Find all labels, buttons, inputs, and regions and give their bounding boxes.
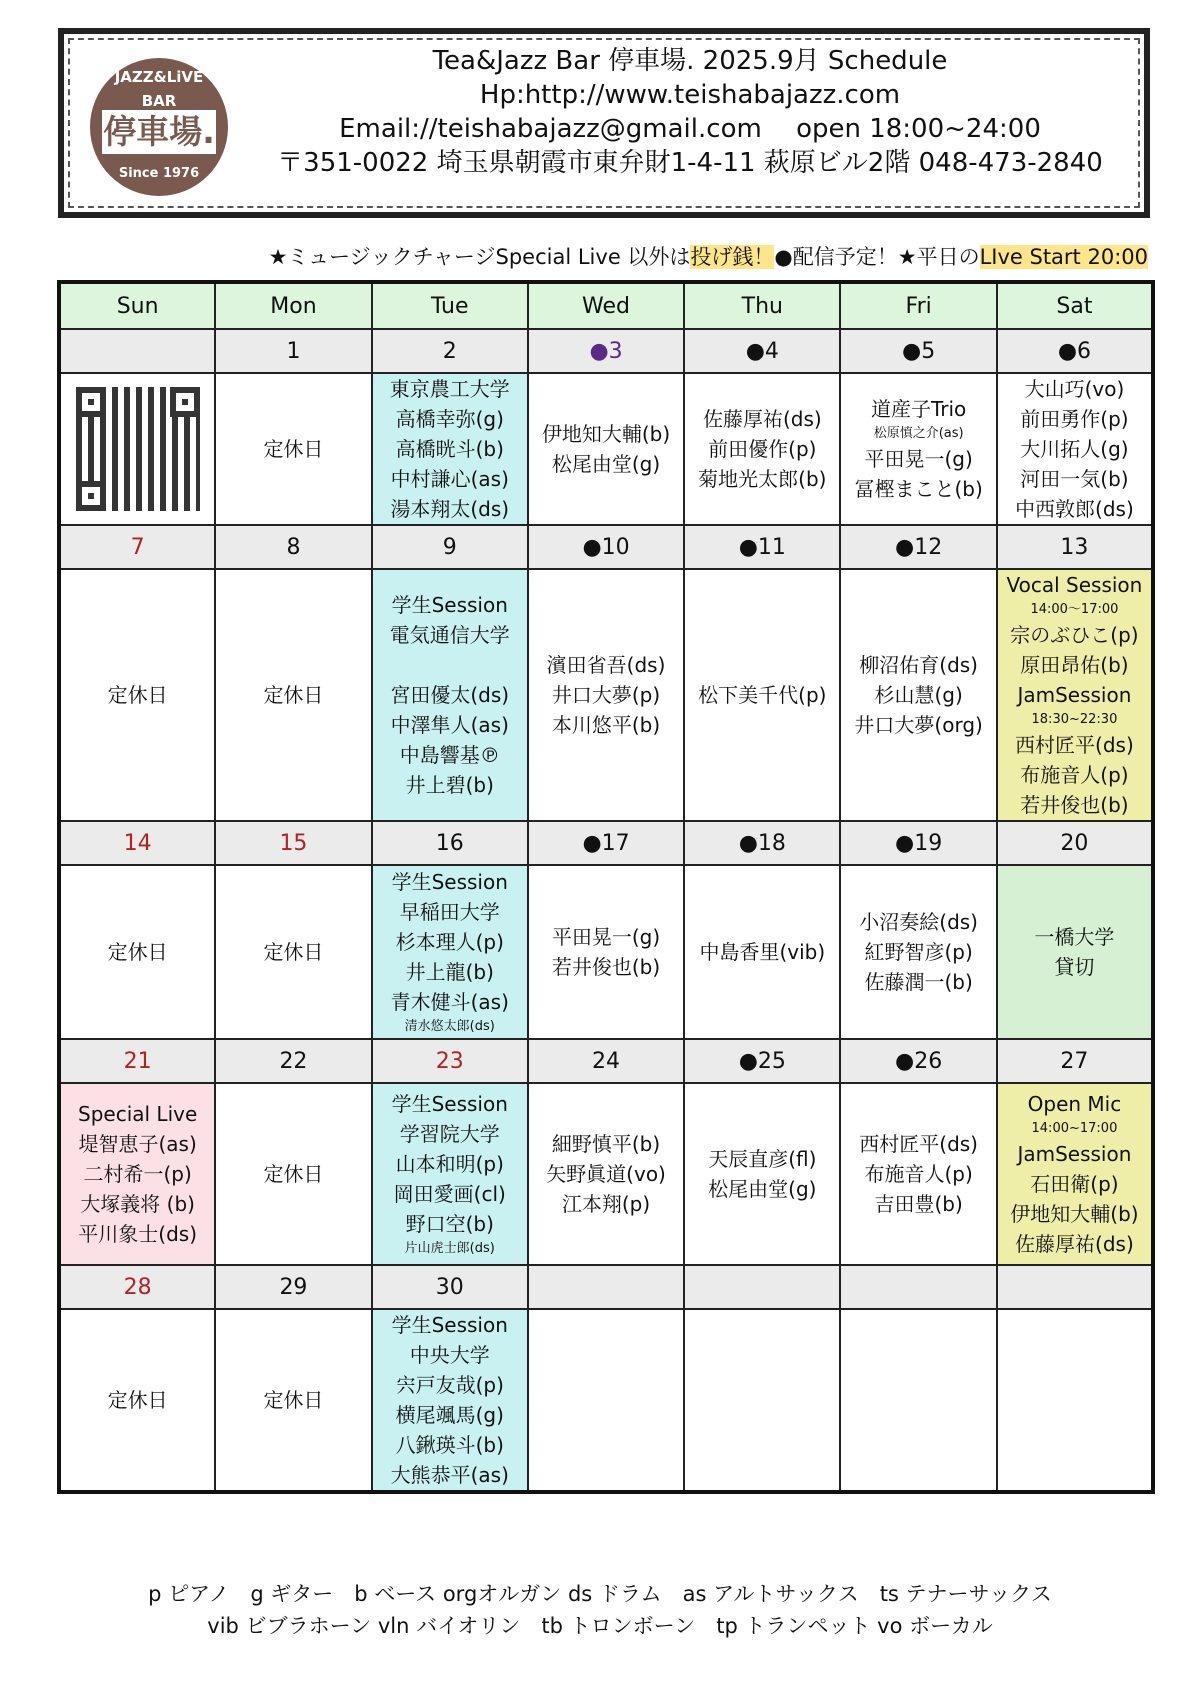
- event-line: 高橋幸弥(g): [395, 407, 504, 431]
- event-cell: [840, 1083, 996, 1265]
- event-cell: [372, 1309, 528, 1492]
- legend-line-2: vib ビブラホーン vln バイオリン tb トロンボーン tp トランペット vo ボーカル: [207, 1614, 993, 1638]
- event-cell: [528, 373, 684, 525]
- event-line: 学生Session: [391, 593, 508, 617]
- event-line: Vocal Session: [1006, 573, 1143, 597]
- event-cell: [997, 1083, 1153, 1265]
- event-line: 学習院大学: [399, 1122, 500, 1146]
- date-number: [997, 1265, 1153, 1309]
- event-line: 細野慎平(b): [551, 1132, 661, 1156]
- event-cell: [840, 865, 996, 1039]
- event-line: 定休日: [107, 683, 168, 707]
- date-number: [59, 329, 215, 373]
- event-line: 岡田愛画(cl): [393, 1182, 506, 1206]
- event-line: 杉山慧(g): [874, 683, 963, 707]
- notice-text-2: ●配信予定！★平日の: [774, 245, 980, 269]
- day-header-4: Thu: [684, 282, 840, 329]
- event-cell: [997, 373, 1153, 525]
- event-cell: [840, 569, 996, 821]
- event-line: 山本和明(p): [395, 1152, 504, 1176]
- event-line: 本川悠平(b): [551, 713, 661, 737]
- event-line: 天辰直彦(fl): [708, 1147, 817, 1171]
- date-number: ●26: [840, 1039, 996, 1083]
- header-title: Tea&Jazz Bar 停車場. 2025.9月 Schedule: [432, 46, 948, 76]
- logo-since: Since 1976: [118, 166, 200, 181]
- event-line: 伊地知大輔(b): [1010, 1202, 1139, 1226]
- event-line: JamSession: [1017, 1142, 1132, 1166]
- date-number: ●25: [684, 1039, 840, 1083]
- event-line: 一橋大学: [1034, 925, 1115, 949]
- date-number: ●17: [528, 821, 684, 865]
- header-box: [58, 28, 1150, 218]
- event-line: 電気通信大学: [389, 623, 510, 647]
- notice-text-1: ★ミュージックチャージSpecial Live 以外は: [268, 245, 691, 269]
- event-line: 小沼奏絵(ds): [859, 910, 978, 934]
- event-line: 平川象士(ds): [78, 1222, 198, 1246]
- event-line: 平田晃一(g): [551, 925, 661, 949]
- event-line: 西村匠平(ds): [1015, 733, 1134, 757]
- header-email-hours[interactable]: Email://teishabajazz@gmail.com open 18:00~24:00: [339, 114, 1041, 144]
- event-line: 松尾由堂(g): [708, 1177, 817, 1201]
- event-line: 早稲田大学: [399, 900, 500, 924]
- event-line: 道産子Trio: [870, 397, 967, 421]
- event-line: 若井俊也(b): [1020, 793, 1129, 817]
- event-cell: [215, 1083, 371, 1265]
- event-line: 中澤隼人(as): [390, 713, 509, 737]
- event-line: 冨樫まこと(b): [854, 477, 983, 501]
- qr-code-icon[interactable]: [76, 387, 200, 511]
- date-number: ●12: [840, 525, 996, 569]
- event-line: 原田昂佑(b): [1020, 653, 1129, 677]
- date-number: ●18: [684, 821, 840, 865]
- event-line: 定休日: [263, 1388, 324, 1412]
- notice-line: [269, 242, 1148, 272]
- event-cell: [215, 1309, 371, 1492]
- event-line: 横尾颯馬(g): [395, 1403, 504, 1427]
- event-line: 井口大夢(org): [854, 713, 983, 737]
- event-line: 14:00～17:00: [1030, 602, 1119, 617]
- event-line: 青木健斗(as): [390, 990, 509, 1014]
- day-header-5: Fri: [840, 282, 996, 329]
- event-line: 平田晃一(g): [864, 447, 973, 471]
- day-header-1: Mon: [215, 282, 371, 329]
- event-line: 定休日: [263, 1162, 324, 1186]
- event-line: 松原慎之介(as): [873, 426, 964, 441]
- event-cell: [372, 373, 528, 525]
- date-number: [684, 1265, 840, 1309]
- event-line: 中島響基℗: [399, 743, 500, 767]
- event-line: 清水悠太郎(ds): [404, 1019, 495, 1034]
- event-cell: [997, 865, 1153, 1039]
- logo-top-text: JAZZ&LiVE: [114, 68, 204, 86]
- logo-name: 停車場.: [103, 112, 215, 151]
- logo-bar-text: BAR: [141, 92, 177, 110]
- date-number: 1: [215, 329, 371, 373]
- date-number: [840, 1265, 996, 1309]
- event-line: 柳沼佑育(ds): [859, 653, 978, 677]
- event-line: 中村謙心(as): [390, 467, 509, 491]
- event-line: 紅野智彦(p): [864, 940, 973, 964]
- logo-sub: Teishaba: [139, 154, 179, 164]
- date-number: 2: [372, 329, 528, 373]
- date-number: 13: [997, 525, 1153, 569]
- event-line: 宮田優太(ds): [390, 683, 510, 707]
- date-number: 27: [997, 1039, 1153, 1083]
- event-line: 井上碧(b): [405, 773, 494, 797]
- event-line: 大熊恭平(as): [390, 1463, 509, 1487]
- date-number: 29: [215, 1265, 371, 1309]
- event-line: 学生Session: [391, 1313, 508, 1337]
- event-line: 松尾由堂(g): [551, 452, 661, 476]
- event-line: 西村匠平(ds): [859, 1132, 978, 1156]
- event-line: 学生Session: [391, 1092, 508, 1116]
- notice-highlight-1: 投げ銭！: [690, 245, 775, 269]
- date-number: 28: [59, 1265, 215, 1309]
- header-website[interactable]: Hp:http://www.teishabajazz.com: [479, 80, 901, 110]
- date-number: 23: [372, 1039, 528, 1083]
- legend-line-1: p ピアノ g ギター b ベース orgオルガン ds ドラム as アルトサックス ts テナーサックス: [148, 1582, 1052, 1606]
- event-cell: [684, 865, 840, 1039]
- event-line: 伊地知大輔(b): [541, 422, 671, 446]
- event-line: 大川拓人(g): [1020, 437, 1129, 461]
- date-number: 20: [997, 821, 1153, 865]
- event-cell: [684, 569, 840, 821]
- event-line: 堤智恵子(as): [78, 1132, 197, 1156]
- date-number: ●3: [528, 329, 684, 373]
- event-line: Special Live: [78, 1102, 198, 1126]
- day-header-2: Tue: [372, 282, 528, 329]
- event-line: 松下美千代(p): [698, 683, 827, 707]
- event-cell: [684, 1083, 840, 1265]
- event-cell: [215, 865, 371, 1039]
- day-header-3: Wed: [528, 282, 684, 329]
- event-line: 佐藤潤一(b): [864, 970, 973, 994]
- event-line: 18:30~22:30: [1031, 712, 1118, 727]
- event-line: Open Mic: [1027, 1092, 1122, 1116]
- day-header-6: Sat: [997, 282, 1153, 329]
- date-number: ●6: [997, 329, 1153, 373]
- date-number: ●11: [684, 525, 840, 569]
- event-line: 井口大夢(p): [551, 683, 661, 707]
- event-line: JamSession: [1017, 683, 1132, 707]
- event-cell: [59, 865, 215, 1039]
- event-line: 布施音人(p): [1020, 763, 1129, 787]
- date-number: 14: [59, 821, 215, 865]
- event-cell: [59, 373, 215, 525]
- date-number: 16: [372, 821, 528, 865]
- event-cell: [840, 373, 996, 525]
- date-number: 7: [59, 525, 215, 569]
- event-line: 中央大学: [409, 1343, 490, 1367]
- event-cell: [997, 569, 1153, 821]
- event-line: 中西敦郎(ds): [1015, 497, 1134, 521]
- event-cell: [59, 1083, 215, 1265]
- event-line: 貸切: [1054, 955, 1095, 979]
- event-line: 宍戸友哉(p): [395, 1373, 504, 1397]
- event-line: 片山虎士郎(ds): [404, 1241, 495, 1256]
- event-cell: [528, 1309, 684, 1492]
- event-line: 杉本理人(p): [395, 930, 504, 954]
- event-line: 若井俊也(b): [551, 955, 661, 979]
- event-cell: [528, 865, 684, 1039]
- date-number: ●19: [840, 821, 996, 865]
- event-line: 大山巧(vo): [1024, 377, 1125, 401]
- date-number: 8: [215, 525, 371, 569]
- event-cell: [215, 569, 371, 821]
- event-line: 宗のぶひこ(p): [1010, 623, 1139, 647]
- event-cell: [372, 569, 528, 821]
- event-line: 中島香里(vib): [699, 940, 826, 964]
- event-line: 湯本翔太(ds): [390, 497, 510, 521]
- event-cell: [528, 569, 684, 821]
- event-line: 布施音人(p): [864, 1162, 973, 1186]
- event-cell: [372, 1083, 528, 1265]
- event-line: 定休日: [263, 437, 324, 461]
- schedule-calendar: [57, 280, 1155, 1494]
- event-line: [373, 650, 527, 680]
- event-line: 定休日: [107, 940, 168, 964]
- event-line: 矢野眞道(vo): [546, 1162, 666, 1186]
- event-line: 学生Session: [391, 870, 508, 894]
- event-line: 石田衛(p): [1030, 1172, 1119, 1196]
- event-line: 定休日: [263, 683, 324, 707]
- event-line: 吉田豊(b): [874, 1192, 963, 1216]
- date-number: 24: [528, 1039, 684, 1083]
- event-line: 定休日: [263, 940, 324, 964]
- event-cell: [684, 373, 840, 525]
- event-line: 江本翔(p): [561, 1192, 651, 1216]
- bar-logo: [90, 58, 228, 196]
- event-line: 濱田省吾(ds): [546, 653, 666, 677]
- event-line: 大塚義将 (b): [80, 1192, 195, 1216]
- date-number: ●4: [684, 329, 840, 373]
- date-number: 22: [215, 1039, 371, 1083]
- event-line: 二村希一(p): [83, 1162, 192, 1186]
- event-line: 前田勇作(p): [1020, 407, 1129, 431]
- date-number: 30: [372, 1265, 528, 1309]
- event-cell: [997, 1309, 1153, 1492]
- event-line: 野口空(b): [405, 1212, 494, 1236]
- event-cell: [59, 1309, 215, 1492]
- date-number: 21: [59, 1039, 215, 1083]
- event-line: 14:00~17:00: [1031, 1121, 1118, 1136]
- event-line: 河田一気(b): [1020, 467, 1129, 491]
- date-number: 15: [215, 821, 371, 865]
- event-cell: [372, 865, 528, 1039]
- day-header-0: Sun: [59, 282, 215, 329]
- date-number: ●10: [528, 525, 684, 569]
- date-number: ●5: [840, 329, 996, 373]
- event-line: 高橋晄斗(b): [395, 437, 504, 461]
- event-line: 佐藤厚祐(ds): [1015, 1232, 1134, 1256]
- event-cell: [684, 1309, 840, 1492]
- event-line: 定休日: [107, 1388, 168, 1412]
- event-line: 井上龍(b): [405, 960, 494, 984]
- event-cell: [215, 373, 371, 525]
- event-line: 東京農工大学: [389, 377, 510, 401]
- event-line: 前田優作(p): [708, 437, 817, 461]
- event-cell: [528, 1083, 684, 1265]
- header-address: 〒351-0022 埼玉県朝霞市東弁財1-4-11 萩原ビル2階 048-473-2840: [277, 148, 1103, 178]
- event-cell: [59, 569, 215, 821]
- event-line: 佐藤厚祐(ds): [702, 407, 822, 431]
- event-line: 八鍬瑛斗(b): [395, 1433, 504, 1457]
- notice-highlight-2: LIve Start 20:00: [979, 245, 1148, 269]
- date-number: 9: [372, 525, 528, 569]
- event-line: 菊地光太郎(b): [698, 467, 827, 491]
- event-cell: [840, 1309, 996, 1492]
- date-number: [528, 1265, 684, 1309]
